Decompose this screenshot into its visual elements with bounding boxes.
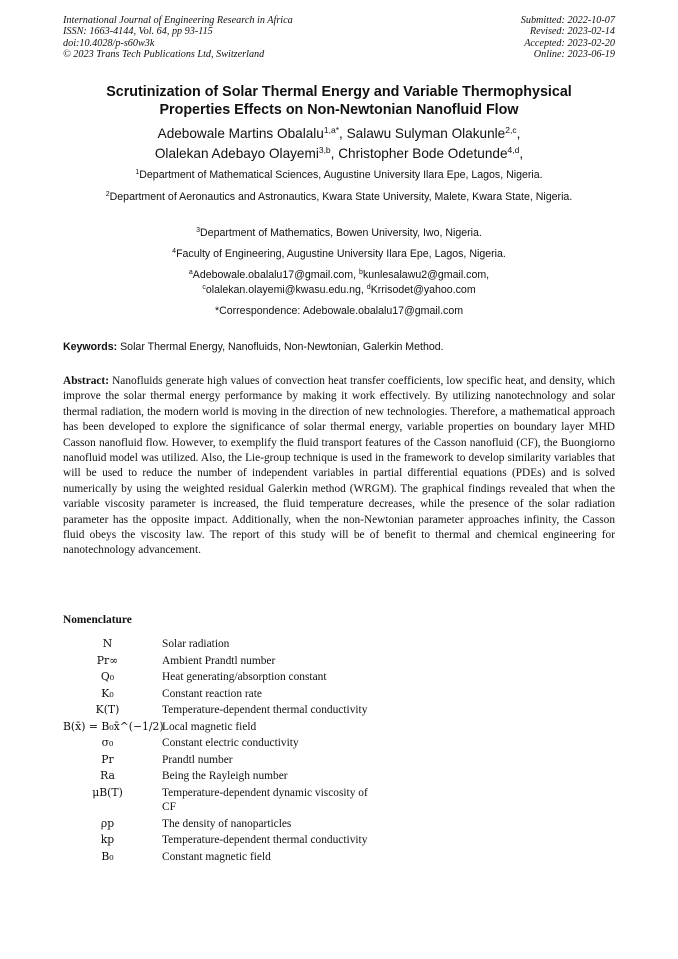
nomenclature-item	[63, 833, 383, 848]
affil-sup: 3	[196, 227, 201, 234]
nom-symbol: N	[102, 637, 113, 650]
date-accepted: Accepted: 2023-02-20	[524, 37, 615, 49]
affil-sup: 2	[105, 191, 110, 198]
nomenclature-item	[63, 786, 383, 815]
author-separator: ,	[519, 145, 524, 161]
nom-symbol: Ra	[100, 769, 115, 782]
abstract-label: Abstract:	[63, 375, 109, 387]
author-name: Christopher Bode Odetunde	[338, 145, 508, 161]
affiliation-1	[60, 168, 618, 183]
publication-dates	[521, 15, 615, 61]
journal-issn: ISSN: 1663-4144, Vol. 64, pp 93-115	[63, 26, 213, 38]
nomenclature-item	[63, 654, 383, 669]
nomenclature-item	[63, 637, 383, 652]
journal-copyright: © 2023 Trans Tech Publications Ltd, Switzerland	[63, 49, 265, 61]
email-c: olalekan.olayemi@kwasu.edu.ng,	[205, 283, 367, 296]
author-name: Olalekan Adebayo Olayemi	[154, 145, 319, 161]
nom-symbol: B₀	[101, 849, 114, 863]
nom-desc: Solar radiation	[162, 638, 230, 650]
paper-title	[40, 83, 638, 119]
nom-desc: Temperature-dependent thermal conductivity	[162, 834, 368, 846]
nom-symbol: K(T)	[95, 703, 120, 716]
nom-desc: Constant reaction rate	[162, 687, 262, 700]
journal-doi: doi:10.4028/p-s60w3k	[63, 37, 155, 49]
affiliation-4	[60, 247, 618, 262]
author-list	[40, 124, 638, 163]
nom-desc: Prandtl number	[162, 753, 233, 766]
nom-desc: Temperature-dependent thermal conductivity	[162, 704, 368, 716]
nomenclature-item	[63, 850, 383, 865]
emails-line-2	[60, 283, 618, 298]
nom-symbol: K₀	[101, 686, 114, 700]
authors-line-2	[40, 144, 638, 164]
date-online: Online: 2023-06-19	[533, 49, 615, 61]
author-separator: ,	[339, 126, 347, 141]
email-a: Adebowale.obalalu17@gmail.com,	[192, 269, 360, 281]
affil-sup: 1	[135, 169, 140, 176]
email-b: kunlesalawu2@gmail.com,	[362, 269, 490, 281]
date-submitted: Submitted: 2022-10-07	[520, 15, 615, 26]
author-name: Salawu Sulyman Olakunle	[346, 126, 506, 141]
author-separator: ,	[516, 126, 521, 141]
title-line-2: Properties Effects on Non-Newtonian Nanofluid Flow	[159, 102, 519, 118]
author-name: Adebowale Martins Obalalu	[157, 126, 324, 141]
nomenclature-list	[63, 637, 383, 866]
correspondence: *Correspondence: Adebowale.obalalu17@gmail.com	[214, 305, 464, 317]
author-affil-sup: 2,c	[505, 125, 517, 135]
nom-desc: Constant magnetic field	[162, 850, 271, 863]
email-sup: a	[188, 269, 193, 276]
nomenclature-item	[63, 736, 383, 751]
nom-symbol: Pr	[101, 752, 114, 766]
nom-symbol: ρp	[100, 816, 115, 830]
nom-symbol: kp	[100, 833, 115, 846]
nomenclature-item	[63, 687, 383, 702]
keywords-text: Solar Thermal Energy, Nanofluids, Non-Newtonian, Galerkin Method.	[117, 341, 444, 353]
nom-symbol: σ₀	[101, 736, 114, 749]
nom-symbol: B(x̄) = B₀x̄^(−1/2)	[63, 719, 164, 733]
affil-text: Department of Mathematics, Bowen University, Iwo, Nigeria.	[200, 227, 482, 239]
email-sup: d	[366, 283, 371, 291]
affiliation-2	[60, 190, 618, 205]
title-line-1: Scrutinization of Solar Thermal Energy and Variable Thermophysical	[106, 84, 572, 100]
emails-line-1	[60, 268, 618, 283]
nom-symbol: μB(T)	[92, 785, 123, 799]
keywords	[63, 340, 615, 354]
nomenclature-item	[63, 817, 383, 832]
author-affil-sup: 4,d	[507, 144, 520, 155]
email-d: Krrisodet@yahoo.com	[370, 283, 476, 296]
nom-symbol: Pr∞	[96, 653, 119, 667]
affiliation-3	[60, 226, 618, 241]
nom-desc: Being the Rayleigh number	[162, 770, 288, 782]
journal-info	[63, 15, 293, 61]
nomenclature-item	[63, 769, 383, 784]
nomenclature-item	[63, 670, 383, 685]
nom-desc: Constant electric conductivity	[162, 737, 299, 749]
nomenclature-title: Nomenclature	[63, 614, 132, 626]
author-affil-sup: 3,b	[318, 144, 331, 155]
date-revised: Revised: 2023-02-14	[529, 26, 615, 38]
affil-text: Faculty of Engineering, Augustine University Ilara Epe, Lagos, Nigeria.	[176, 248, 506, 260]
nom-symbol: Q₀	[100, 670, 115, 683]
nom-desc: Local magnetic field	[162, 720, 257, 733]
keywords-label: Keywords:	[63, 341, 118, 353]
author-separator: ,	[330, 145, 339, 161]
authors-line-1	[40, 124, 638, 144]
nom-desc: Temperature-dependent dynamic viscosity of CF	[162, 786, 368, 813]
abstract	[63, 374, 615, 559]
nomenclature-item	[63, 720, 383, 735]
nom-desc: Ambient Prandtl number	[162, 654, 276, 667]
affil-sup: 4	[172, 248, 177, 255]
nom-desc: The density of nanoparticles	[162, 817, 292, 830]
nomenclature-item	[63, 703, 383, 718]
abstract-text: Nanofluids generate high values of convection heat transfer coefficients, low specific heat, and density, which improve the solar thermal energy performance by making it work effectively. By utilizing nanotechnology and solar thermal radiation, the modern world is moving in the direction of new technologies. Therefore, a mathematical approach has been developed to explore the significance of solar thermal energy, variable properties on boundary layer MHD Casson nanofluid flow. However, to exemplify the fluid transport features of the Casson nanofluid (CF), the Buongiorno nanofluid model was utilized. Also, the Lie-group technique is used in the framework to develop similarity variables that will be used to reduce the number of independent variables in partial differential equations (PDEs) and is solved numerically by using the weighted residual Galerkin method (WRGM). The graphical findings revealed that when the variable viscosity parameter is increased, the fluid temperature decreases, while the presence of the solar radiation parameter has the opposite impact. Additionally, when the non-Newtonian parameter approaches infinity, the Casson fluid obeys the viscosity law. The report of this study will be of benefit to thermal and chemical engineering for nanotechnology advancement.	[63, 375, 615, 557]
nomenclature-item	[63, 753, 383, 768]
email-sup: b	[359, 269, 363, 276]
journal-name: International Journal of Engineering Research in Africa	[63, 15, 293, 26]
nom-desc: Heat generating/absorption constant	[162, 671, 327, 683]
author-emails	[60, 268, 618, 297]
email-sup: c	[202, 283, 206, 291]
affil-text: Department of Aeronautics and Astronautics, Kwara State University, Malete, Kwara State, Nigeria.	[109, 191, 573, 203]
affil-text: Department of Mathematical Sciences, Augustine University Ilara Epe, Lagos, Nigeria.	[139, 169, 543, 181]
author-affil-sup: 1,a*	[323, 125, 339, 135]
